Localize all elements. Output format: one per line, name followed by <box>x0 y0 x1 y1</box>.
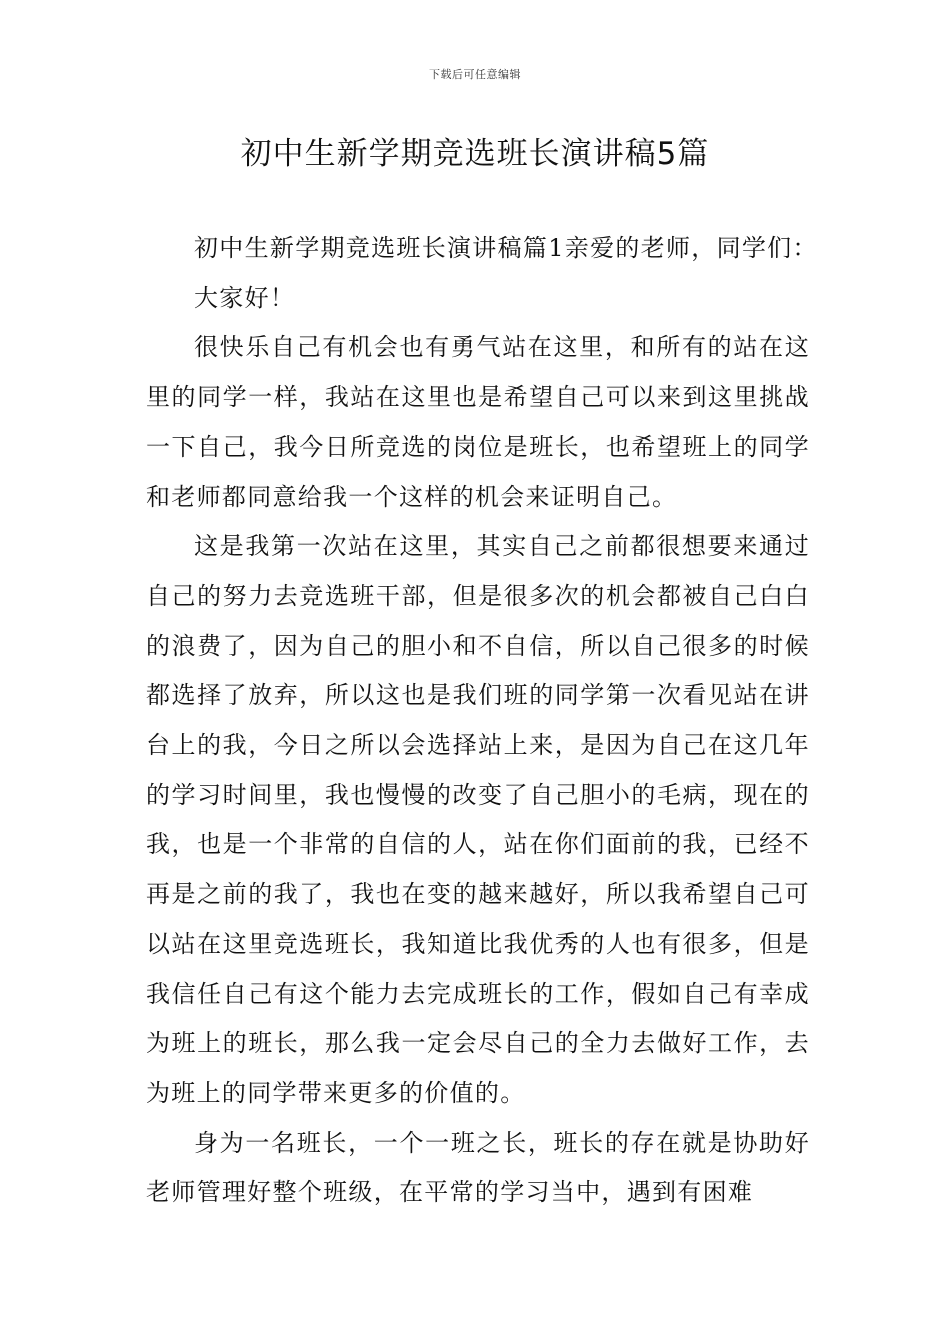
paragraph-greeting: 大家好！ <box>194 283 296 312</box>
document-body <box>146 224 818 1218</box>
document-title: 初中生新学期竞选班长演讲稿5篇 <box>240 136 710 172</box>
paragraph: 身为一名班长，一个一班之长，班长的存在就是协助好老师管理好整个班级，在平常的学习当中，遇到有困难 <box>146 1128 810 1207</box>
header-note: 下载后可任意编辑 <box>429 68 521 81</box>
paragraph-opening: 初中生新学期竞选班长演讲稿篇1亲爱的老师，同学们： <box>194 234 818 262</box>
paragraph: 很快乐自己有机会也有勇气站在这里，和所有的站在这里的同学一样，我站在这里也是希望自己可以来到这里挑战一下自己，我今日所竞选的岗位是班长，也希望班上的同学和老师都同意给我一个这样的机会来证明自己。 <box>146 333 810 511</box>
paragraph: 这是我第一次站在这里，其实自己之前都很想要来通过自己的努力去竞选班干部，但是很多次的机会都被自己白白的浪费了，因为自己的胆小和不自信，所以自己很多的时候都选择了放弃，所以这也是我们班的同学第一次看见站在讲台上的我，今日之所以会选择站上来，是因为自己在这几年的学习时间里，我也慢慢的改变了自己胆小的毛病，现在的我，也是一个非常的自信的人，站在你们面前的我，已经不再是之前的我了，我也在变的越来越好，所以我希望自己可以站在这里竞选班长，我知道比我优秀的人也有很多，但是我信任自己有这个能力去完成班长的工作，假如自己有幸成为班上的班长，那么我一定会尽自己的全力去做好工作，去为班上的同学带来更多的价值的。 <box>146 532 810 1107</box>
